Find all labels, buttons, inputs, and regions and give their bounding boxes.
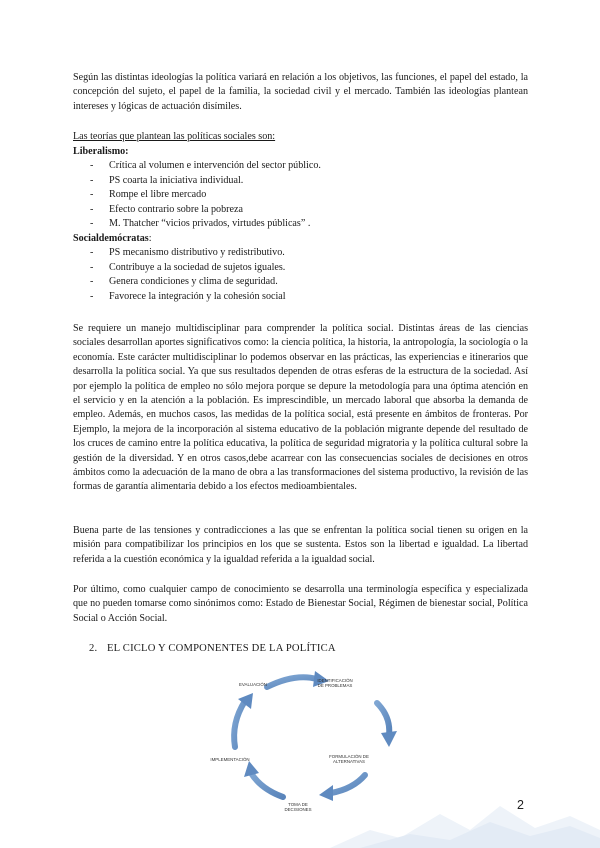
socialdemocratas-heading: Socialdemócratas: [73, 232, 149, 244]
liberalismo-heading: Liberalismo:: [73, 145, 129, 157]
cycle-arrowhead-right: [381, 731, 397, 747]
paragraph-ideologies: Según las distintas ideologías la política variará en relación a los objetivos, las funciones, el papel del estado, la concepción del sujeto, el papel de la familia, la sociedad civil y el mercado. También las ideologías plantean intereses y lógicas de actuación disímiles.: [73, 72, 528, 112]
cycle-arrowhead-bottom-left: [244, 761, 259, 777]
list-item-text: PS coarta la iniciativa individual.: [109, 174, 244, 186]
list-item-text: Rompe el libre mercado: [109, 189, 207, 200]
list-item: [73, 261, 528, 276]
dash-bullet: -: [90, 189, 94, 200]
dash-bullet: -: [90, 218, 94, 229]
cycle-label-line: DECISIONES: [284, 807, 312, 812]
list-item: [73, 217, 528, 232]
liberalismo-items: [73, 159, 528, 232]
list-item-text: Efecto contrario sobre la pobreza: [109, 203, 243, 215]
list-item: [73, 275, 528, 290]
cycle-label-identificacion: [305, 678, 365, 688]
dash-bullet: -: [90, 290, 94, 302]
cycle-label-implementacion: IMPLEMENTACIÓN: [210, 757, 250, 762]
dash-bullet: -: [90, 174, 94, 186]
list-item: [73, 246, 528, 261]
list-item: [73, 159, 528, 174]
list-item-text: Genera condiciones y clima de seguridad.: [109, 276, 278, 287]
list-item-text: M. Thatcher “vicios privados, virtudes públicas” .: [109, 218, 311, 229]
section-number: 2.: [89, 643, 98, 654]
paragraph-tensions: Buena parte de las tensiones y contradicciones a las que se enfrentan la política social tienen su origen en la misión para compatibilizar los principios en los que se sustenta. Estos son la libertad e igualdad. La libertad referida a la cuestión económica y la igualdad referida a la igualdad social.: [73, 525, 528, 565]
list-item: [73, 174, 528, 189]
section-heading: [89, 643, 336, 654]
cycle-arrow-bottom-left: [251, 773, 283, 797]
dash-bullet: -: [90, 160, 94, 171]
dash-bullet: -: [90, 276, 94, 287]
decorative-corner-mountains: [330, 800, 600, 848]
list-item: [73, 290, 528, 305]
list-item: [73, 188, 528, 203]
cycle-label-line: ALTERNATIVAS: [333, 759, 365, 764]
page-number: 2: [517, 798, 524, 812]
cycle-arrowhead-lower-right: [319, 785, 333, 801]
list-item-text: Crítica al volumen e intervención del sector público.: [109, 160, 321, 171]
cycle-arrow-left: [234, 701, 245, 747]
cycle-label-line: DE PROBLEMAS: [317, 683, 353, 688]
dash-bullet: -: [90, 247, 94, 258]
cycle-label-line: TOMA DE: [288, 802, 308, 807]
paragraph-terminology: Por último, como cualquier campo de conocimiento se desarrolla una terminología específica y especializada que no pueden tomarse como sinónimos como: Estado de Bienestar Social, Régimen de bienestar social, Política Social o Acción Social.: [73, 584, 528, 624]
cycle-label-line: FORMULACIÓN DE: [329, 754, 369, 759]
list-item-text: PS mecanismo distributivo y redistributivo.: [109, 247, 285, 258]
theories-intro: Las teorías que plantean las políticas sociales son:: [73, 131, 276, 142]
socialdemocratas-items: [73, 246, 528, 304]
cycle-label-formulacion: [319, 754, 379, 764]
cycle-arrow-lower-right: [331, 775, 365, 793]
dash-bullet: -: [90, 203, 94, 215]
theories-list: [73, 130, 528, 304]
socialdemocratas-heading-colon: :: [148, 232, 152, 244]
dash-bullet: -: [90, 261, 94, 273]
list-item: [73, 203, 528, 218]
socialdemocratas-heading-line: [73, 232, 528, 247]
list-item-text: Favorece la integración y la cohesión social: [109, 290, 286, 302]
cycle-label-evaluacion: EVALUACIÓN: [239, 682, 267, 687]
cycle-label-line: IDENTIFICACIÓN: [317, 678, 353, 683]
cycle-arrow-right: [377, 703, 389, 735]
list-item-text: Contribuye a la sociedad de sujetos iguales.: [109, 261, 286, 273]
paragraph-multidisciplinary: Se requiere un manejo multidisciplinar para comprender la política social. Distintas áreas de las ciencias sociales desarrollan aportes significativos como: la ciencia política, la historia, la antropología, la sociología o la economía. Este carácter multidisciplinar lo podemos observar en las prácticas, las experiencias e itinerarios que desarrolla la política social. Ya que sus resultados dependen de otras esferas de la estructura de la sociedad. Así por ejemplo la política de empleo no sólo mejora porque se depure la metodología para una óptima atención en el servicio y en la atención a la población. Es imprescindible, un mercado laboral que absorba la demanda de empleo. Además, en muchos casos, las medidas de la política social, está presente en ámbitos de fronteras. Por Ejemplo, la mejora de la incorporación al sistema educativo de la población migrante depende del resultado de los cruces de camino entre la política educativa, la política de seguridad migratoria y la política cultural sobre la gestión de la diversidad. Y en otros casos,debe acarrear con las consecuencias sociales de decisiones en otros ámbitos como la adecuación de la mano de obra a las transformaciones del sistema productivo, la revisión de las formas de garantía alimentaria debido a los efectos medioambientales.: [73, 323, 528, 493]
section-title-text: EL CICLO Y COMPONENTES DE LA POLÍTICA: [107, 643, 336, 654]
cycle-label-toma-decisiones: [268, 802, 328, 812]
